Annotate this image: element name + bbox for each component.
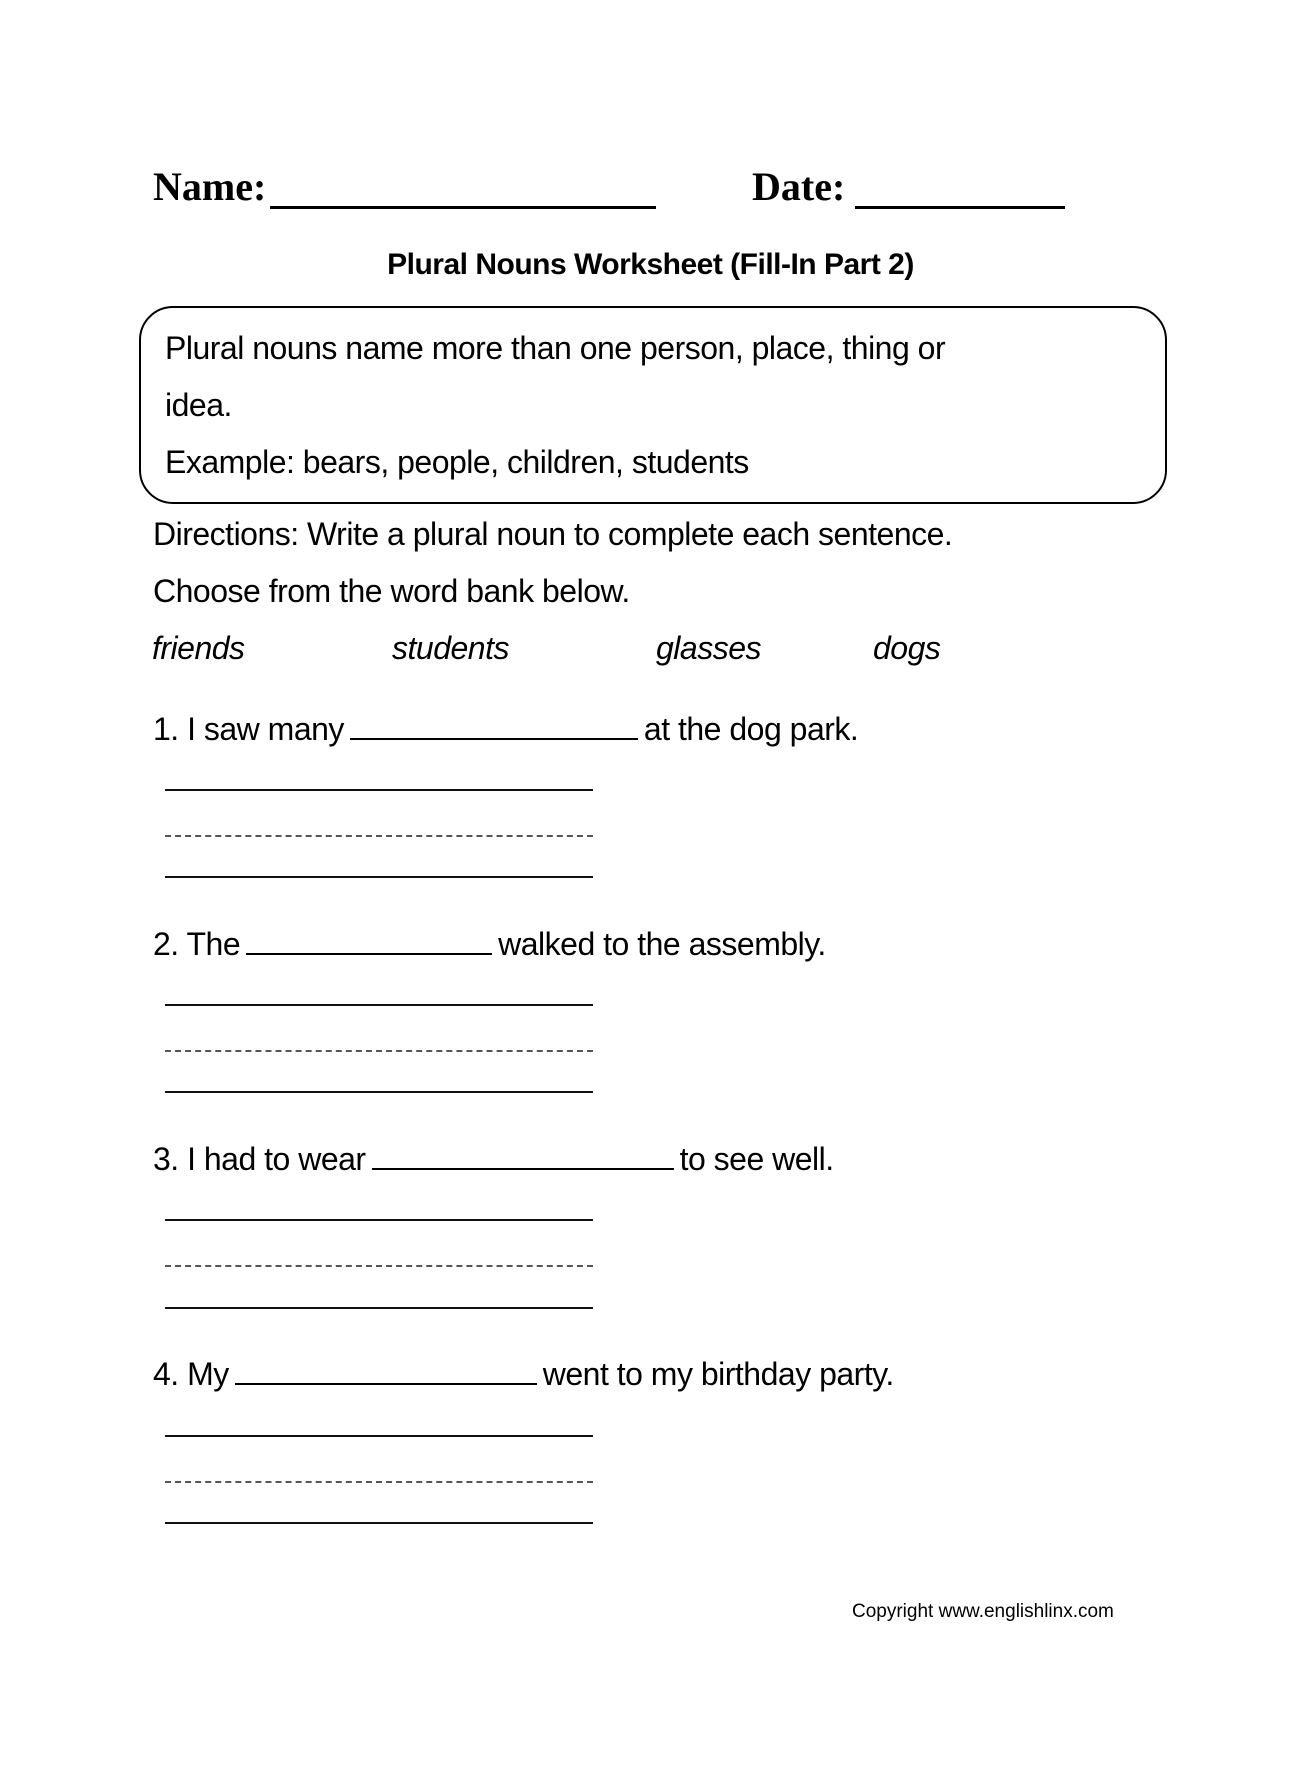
writing-line-top[interactable] (165, 1435, 593, 1437)
copyright-text: Copyright www.englishlinx.com (852, 1601, 1114, 1622)
question-4 (153, 1356, 894, 1393)
writing-line-mid-dashed (165, 1481, 593, 1483)
question-1-blank[interactable] (350, 712, 638, 740)
example-line: Example: bears, people, children, students (165, 444, 749, 480)
writing-line-top[interactable] (165, 1219, 593, 1221)
question-4-after: went to my birthday party. (542, 1356, 894, 1392)
date-field[interactable] (855, 206, 1065, 209)
question-2 (153, 926, 826, 963)
page-title: Plural Nouns Worksheet (Fill-In Part 2) (387, 248, 914, 281)
question-1-before: 1. I saw many (153, 711, 344, 747)
writing-line-mid-dashed (165, 835, 593, 837)
directions-line-1: Directions: Write a plural noun to complete each sentence. (153, 516, 953, 552)
name-field[interactable] (270, 206, 656, 209)
writing-line-bottom[interactable] (165, 1307, 593, 1309)
word-bank-item: friends (152, 630, 245, 666)
question-3 (153, 1141, 834, 1178)
question-4-blank[interactable] (235, 1357, 537, 1385)
name-label: Name: (153, 164, 267, 209)
writing-line-bottom[interactable] (165, 1522, 593, 1524)
question-3-blank[interactable] (372, 1142, 674, 1170)
writing-line-bottom[interactable] (165, 1091, 593, 1093)
question-3-before: 3. I had to wear (153, 1141, 366, 1177)
word-bank-item: dogs (873, 630, 941, 666)
writing-line-top[interactable] (165, 789, 593, 791)
writing-line-mid-dashed (165, 1050, 593, 1052)
question-2-blank[interactable] (246, 927, 492, 955)
definition-line-1: Plural nouns name more than one person, place, thing or (165, 330, 946, 366)
writing-line-bottom[interactable] (165, 876, 593, 878)
question-2-before: 2. The (153, 926, 241, 962)
writing-line-top[interactable] (165, 1004, 593, 1006)
question-2-after: walked to the assembly. (498, 926, 826, 962)
question-1-after: at the dog park. (643, 711, 859, 747)
question-1 (153, 711, 858, 748)
directions-line-2: Choose from the word bank below. (153, 573, 630, 609)
word-bank-item: glasses (656, 630, 761, 666)
word-bank-item: students (392, 630, 509, 666)
definition-line-2: idea. (165, 387, 232, 423)
question-4-before: 4. My (153, 1356, 229, 1392)
writing-line-mid-dashed (165, 1265, 593, 1267)
date-label: Date: (752, 164, 846, 209)
question-3-after: to see well. (679, 1141, 834, 1177)
